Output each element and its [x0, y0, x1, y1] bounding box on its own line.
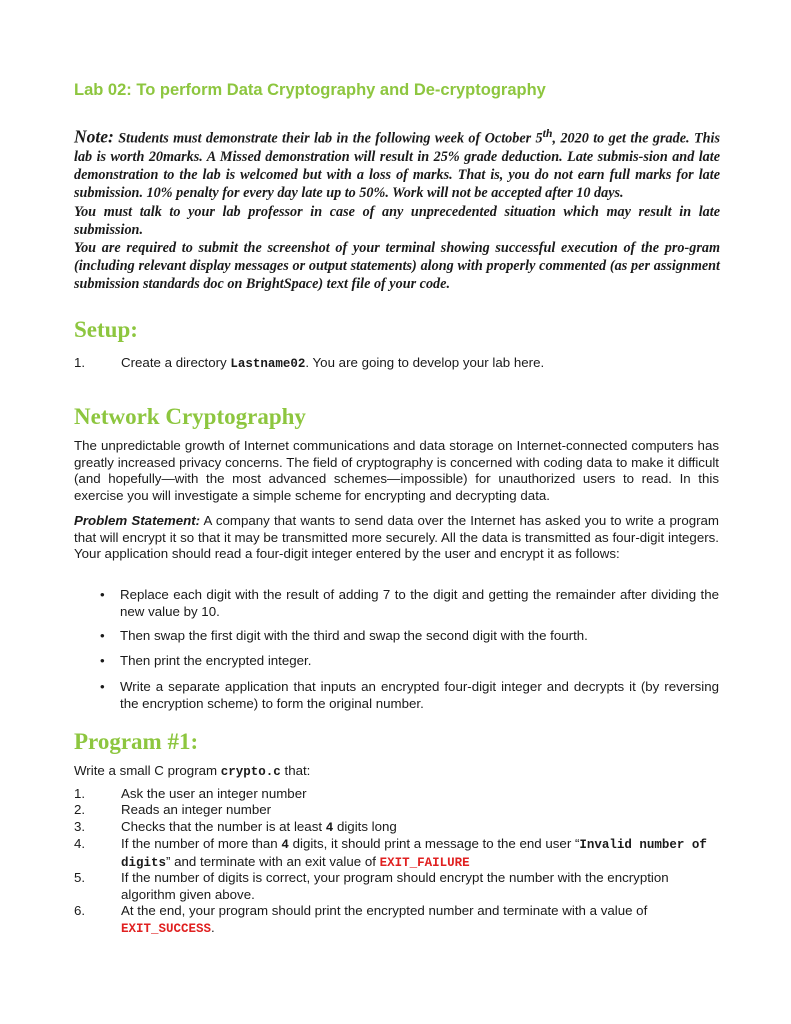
setup-item-number: 1.	[74, 355, 86, 370]
program-item-text: Ask the user an integer number	[121, 786, 307, 801]
program-item-number: 4.	[74, 836, 86, 851]
setup-text-post: . You are going to develop your lab here.	[305, 355, 545, 370]
lab-title: Lab 02: To perform Data Cryptography and De-cryptography	[74, 81, 546, 99]
setup-heading: Setup:	[74, 317, 138, 342]
program-item-text	[121, 819, 719, 837]
note-text-1a: Students must demonstrate their lab in the following week of October 5	[113, 130, 543, 147]
bullet-text: Replace each digit with the result of adding 7 to the digit and getting the remainder after dividing the new value by 10.	[120, 587, 719, 619]
program-intro	[74, 763, 719, 781]
program-item-number: 2.	[74, 802, 86, 817]
item-3-post: digits long	[333, 819, 397, 834]
network-heading: Network Cryptography	[74, 404, 306, 429]
note-paragraph-1	[74, 124, 720, 203]
program-item-number: 1.	[74, 786, 86, 801]
item-6-pre: At the end, your program should print the encrypted number and terminate with a value of	[121, 903, 648, 918]
program-filename: crypto.c	[220, 765, 281, 779]
digit-count-code: 4	[281, 838, 289, 852]
note-block	[74, 124, 720, 294]
note-superscript: th	[542, 126, 553, 140]
note-paragraph-3: You are required to submit the screenshot of your terminal showing successful execution of the pro-gram (including relevant display messages or output statements) along with properly commented (as per assignment submission standards doc on BrightSpace) text file of your code.	[74, 239, 720, 293]
bullet-text: Then swap the first digit with the third and swap the second digit with the fourth.	[120, 628, 588, 643]
item-4-c: ” and terminate with an exit value of	[166, 853, 380, 869]
digit-count-code: 4	[325, 821, 334, 835]
directory-name: Lastname02	[230, 357, 306, 371]
item-6-post: .	[211, 919, 215, 935]
invalid-message-code: Invalid number of digits	[121, 838, 707, 870]
exit-success-code: EXIT_SUCCESS	[121, 921, 212, 936]
note-text-1b: , 2020 to get the grade. This lab is worth 20marks. A Missed demonstration will result in 25% grade deduction. Late submis-sion and late demonstration to the lab is welcomed but with a loss of marks. That is, you do not earn full marks for late submission. 10% penalty for every day late up to 50%. Work will not be accepted after 10 days.	[74, 130, 720, 202]
bullet-text: Then print the encrypted integer.	[120, 653, 312, 668]
bullet-text: Write a separate application that inputs an encrypted four-digit integer and decrypts it (by reversing the encryption scheme) to form the original number.	[120, 679, 719, 711]
program-item-number: 5.	[74, 870, 86, 885]
problem-statement-text: A company that wants to send data over the Internet has asked you to write a program that will encrypt it so that it may be transmitted more securely. All the data is transmitted as four-digit integers. Your application should read a four-digit integer entered by the user and encrypt it as follows:	[74, 513, 720, 562]
program-item-number: 6.	[74, 903, 86, 918]
program-intro-post: that:	[280, 763, 311, 778]
problem-statement	[74, 513, 719, 563]
program-item-text	[121, 836, 719, 871]
item-4-b: digits, it should print a message to the end user “	[288, 836, 580, 851]
exit-failure-code: EXIT_FAILURE	[379, 855, 470, 870]
network-intro: The unpredictable growth of Internet communications and data storage on Internet-connected computers has greatly increased privacy concerns. The field of cryptography is concerned with coding data to make it difficult (and hopefully—with the most advanced schemes—impossible) for unauthorized users to read. In this exercise you will investigate a simple scheme for encrypting and decrypting data.	[74, 438, 719, 503]
note-label: Note:	[74, 126, 114, 147]
program-item-text	[121, 903, 719, 937]
program-heading: Program #1:	[74, 729, 199, 754]
program-intro-pre: Write a small C program	[74, 763, 221, 778]
item-4-a: If the number of more than	[121, 836, 282, 851]
program-item-number: 3.	[74, 819, 86, 834]
setup-item-text	[121, 355, 719, 373]
note-paragraph-2: You must talk to your lab professor in case of any unprecedented situation which may result in late submission.	[74, 203, 720, 238]
item-3-pre: Checks that the number is at least	[121, 819, 326, 834]
problem-statement-label: Problem Statement:	[74, 513, 201, 528]
program-item-text: If the number of digits is correct, your program should encrypt the number with the encryption algorithm given above.	[121, 870, 669, 902]
program-item-text: Reads an integer number	[121, 802, 272, 817]
setup-text-pre: Create a directory	[121, 355, 231, 370]
